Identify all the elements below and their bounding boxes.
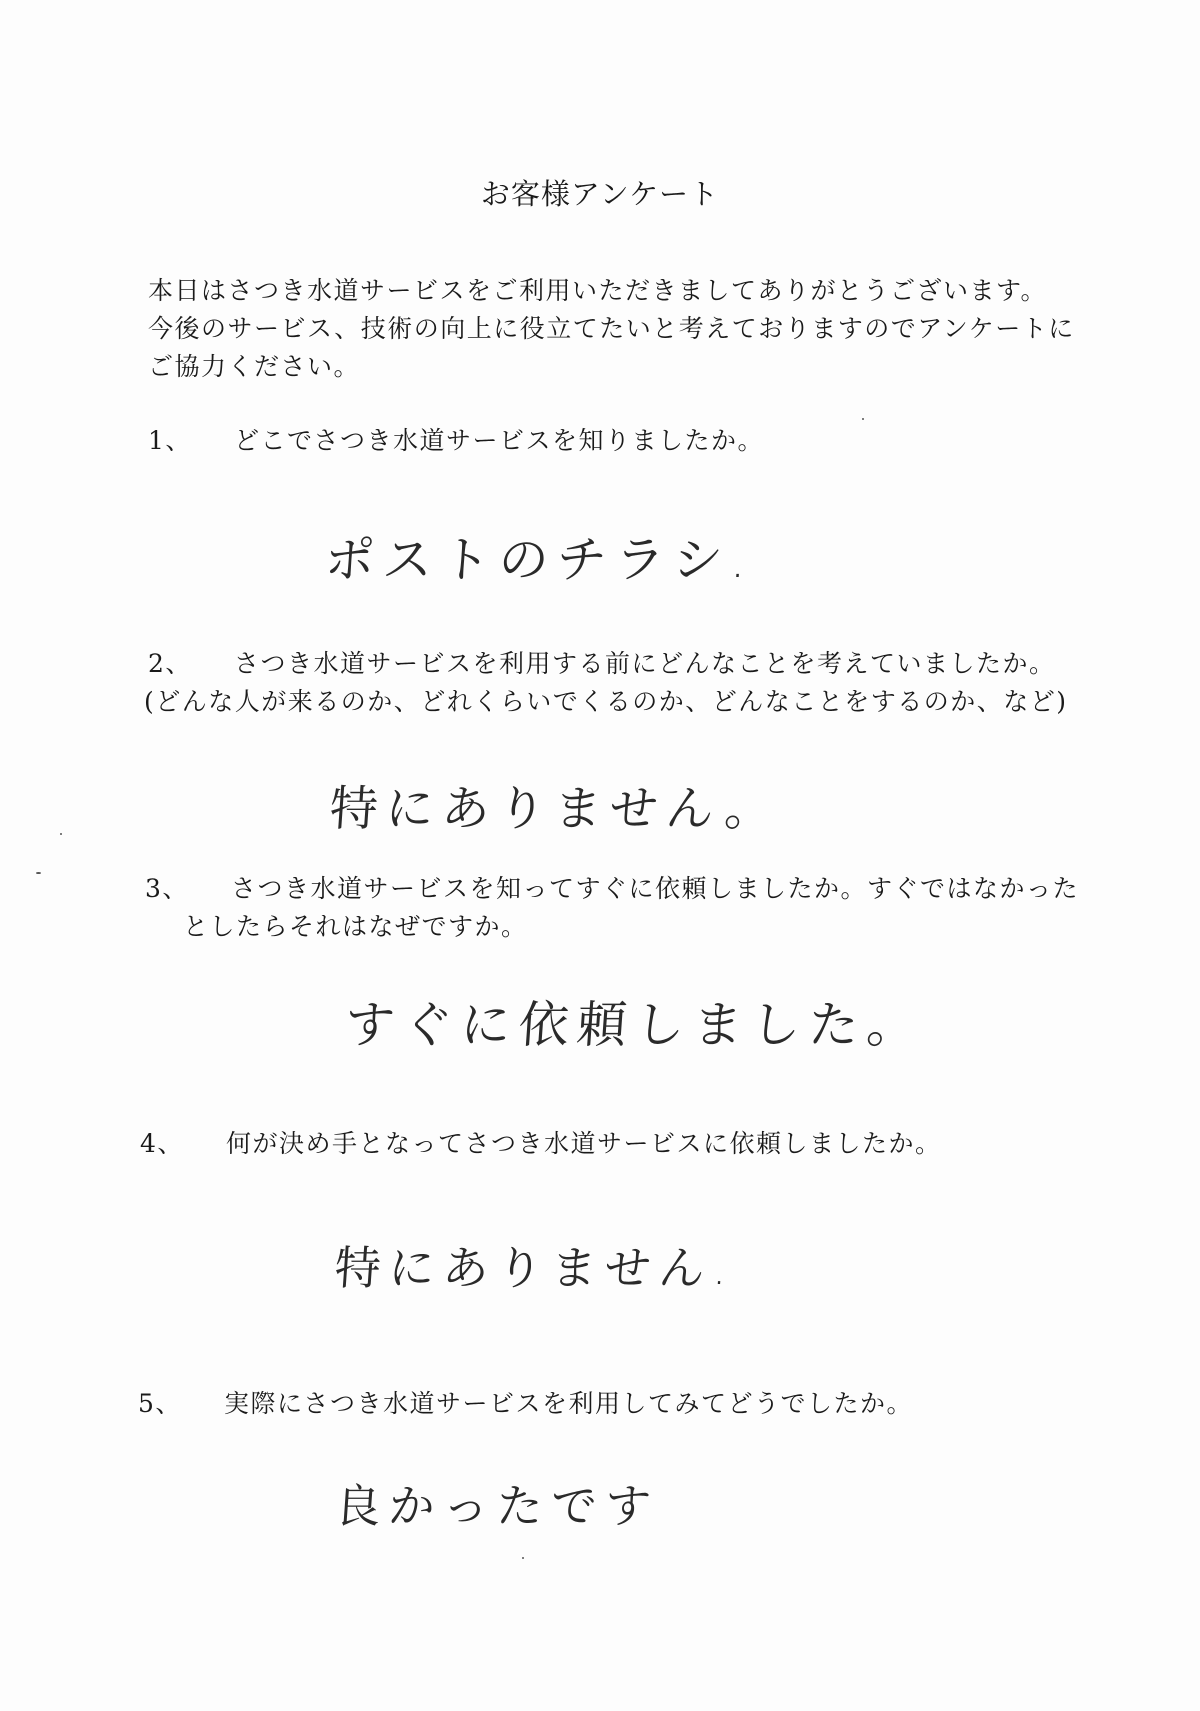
answer-4-handwritten: 特にありません. bbox=[332, 1241, 738, 1295]
question-number: 3、 bbox=[145, 874, 189, 903]
scan-speck bbox=[36, 872, 41, 874]
answer-2-handwritten: 特にありません。 bbox=[327, 781, 783, 837]
question-text: 何が決め手となってさつき水道サービスに依頼しましたか。 bbox=[226, 1129, 942, 1158]
question-text: さつき水道サービスを知ってすぐに依頼しましたか。すぐではなかった bbox=[231, 874, 1080, 903]
question-text: どこでさつき水道サービスを知りましたか。 bbox=[234, 426, 765, 455]
scan-speck bbox=[60, 833, 62, 835]
intro-line: 本日はさつき水道サービスをご利用いただきましてありがとうございます。 bbox=[148, 276, 1048, 305]
question-text: 実際にさつき水道サービスを利用してみてどうでしたか。 bbox=[224, 1389, 914, 1418]
question-number: 5、 bbox=[138, 1389, 182, 1418]
question-subtext: としたらそれはなぜですか。 bbox=[183, 912, 528, 941]
scan-speck bbox=[522, 1557, 524, 1559]
question-number: 2、 bbox=[148, 649, 192, 678]
page-title: お客様アンケート bbox=[480, 177, 720, 211]
question-number: 1、 bbox=[148, 426, 192, 455]
question-text: さつき水道サービスを利用する前にどんなことを考えていましたか。 bbox=[234, 649, 1056, 678]
answer-3-handwritten: すぐに依頼しました。 bbox=[342, 996, 927, 1054]
intro-line: ご協力ください。 bbox=[148, 352, 361, 381]
intro-text bbox=[148, 272, 1098, 386]
question-number: 4、 bbox=[140, 1129, 184, 1158]
question-subtext: (どんな人が来るのか、どれくらいでくるのか、どんなことをするのか、など) bbox=[144, 687, 1068, 716]
answer-1-handwritten: ポストのチラシ. bbox=[322, 531, 757, 589]
answer-5-handwritten: 良かったです bbox=[332, 1479, 661, 1533]
scan-speck bbox=[862, 418, 864, 420]
intro-line: 今後のサービス、技術の向上に役立てたいと考えておりますのでアンケートに bbox=[148, 314, 1075, 343]
